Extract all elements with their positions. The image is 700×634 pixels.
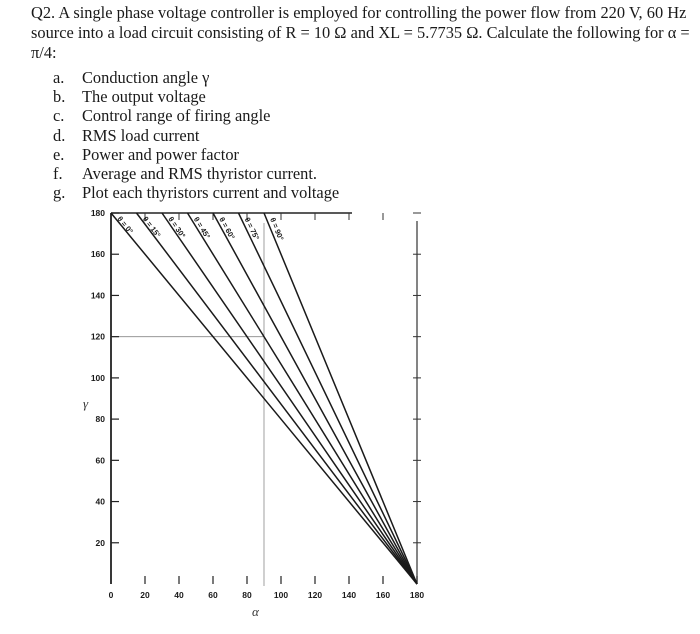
question-text: Q2. A single phase voltage controller is employed for controlling the power flow from 220 V, 60 Hz source into a load circuit consisting of R = 10 Ω and XL = 5.7735 Ω. Calculate the following for α = π/4: — [31, 3, 690, 62]
series-label: θ = 60° — [217, 215, 237, 241]
item-text: Average and RMS thyristor current. — [82, 164, 318, 184]
series-line — [137, 213, 418, 584]
series-line — [162, 213, 417, 584]
series-label: θ = 45° — [191, 215, 213, 241]
x-tick-label: 140 — [341, 590, 357, 600]
item-letter: c. — [53, 106, 65, 126]
y-tick-label: 40 — [95, 496, 105, 507]
y-tick-label: 180 — [90, 208, 105, 218]
item-text: Control range of firing angle — [82, 106, 271, 126]
x-tick-label: 0 — [108, 590, 114, 600]
item-text: The output voltage — [82, 87, 206, 107]
y-tick-label: 140 — [90, 290, 105, 301]
series-label: θ = 0° — [115, 214, 135, 236]
item-letter: g. — [53, 183, 66, 203]
item-text: Conduction angle γ — [82, 68, 210, 87]
x-tick-label: 40 — [174, 590, 184, 600]
x-tick-label: 180 — [409, 590, 425, 600]
x-tick-label: 160 — [375, 590, 391, 600]
x-tick-label: 120 — [307, 590, 323, 600]
series-label: θ = 90° — [268, 216, 286, 242]
series-label: θ = 15° — [140, 214, 163, 240]
y-tick-label: 100 — [90, 372, 105, 383]
x-axis-label: α — [252, 604, 259, 619]
series-label: θ = 75° — [242, 215, 262, 242]
item-letter: e. — [53, 144, 65, 164]
x-tick-label: 80 — [242, 590, 252, 600]
item-letter: a. — [53, 68, 65, 87]
series-line — [188, 213, 418, 584]
series-label: θ = 30° — [166, 215, 188, 240]
x-tick-label: 100 — [273, 590, 289, 600]
y-tick-label: 160 — [90, 249, 105, 260]
y-tick-label: 80 — [95, 414, 105, 425]
series-line — [213, 213, 417, 584]
item-text: Plot each thyristors current and voltage — [82, 183, 340, 203]
x-tick-label: 60 — [208, 590, 218, 600]
y-axis-label: γ — [83, 396, 89, 411]
series-line — [239, 213, 418, 584]
series-line — [264, 213, 417, 584]
item-letter: f. — [53, 164, 63, 184]
item-letter: b. — [53, 87, 66, 107]
chart-labels — [91, 208, 425, 600]
y-tick-label: 20 — [95, 537, 105, 548]
y-tick-label: 60 — [95, 455, 105, 466]
x-tick-label: 20 — [140, 590, 150, 600]
y-tick-label: 120 — [90, 331, 105, 342]
item-text: RMS load current — [82, 125, 200, 145]
item-text: Power and power factor — [82, 144, 240, 164]
item-letter: d. — [53, 125, 66, 145]
